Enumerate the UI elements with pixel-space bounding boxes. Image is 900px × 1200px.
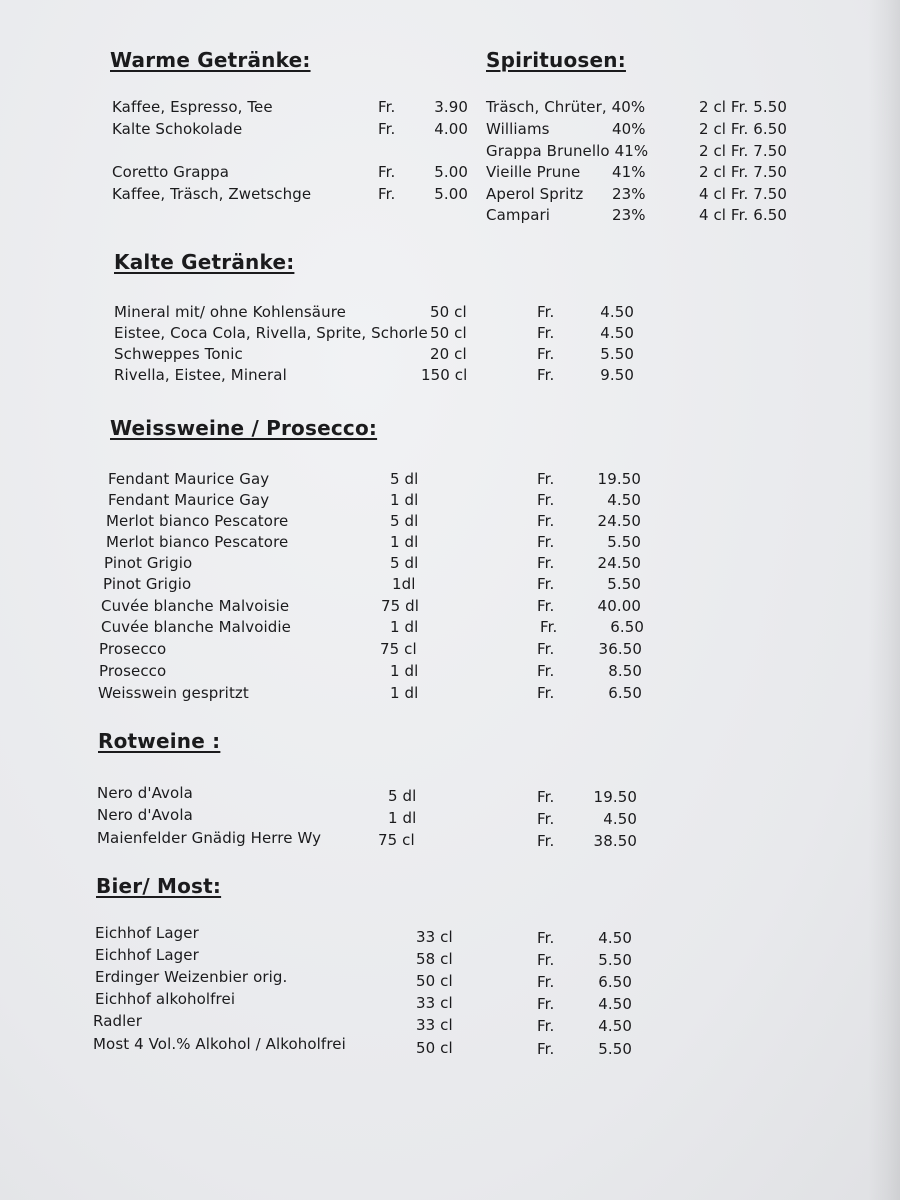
red-item-price: 38.50 (593, 832, 637, 850)
white-item-name: Merlot bianco Pescatore (106, 512, 289, 530)
beer-item-currency: Fr. (537, 929, 555, 947)
warm-item-price: 3.90 (434, 98, 468, 116)
beer-item-name: Erdinger Weizenbier orig. (95, 968, 288, 986)
beer-item-name: Eichhof Lager (95, 924, 199, 942)
white-item-name: Weisswein gespritzt (98, 684, 249, 702)
white-item-name: Cuvée blanche Malvoisie (101, 597, 290, 615)
white-item-size: 1 dl (390, 618, 419, 636)
beer-item-price: 5.50 (598, 951, 632, 969)
beer-item-size: 33 cl (416, 928, 453, 946)
red-item-currency: Fr. (537, 788, 555, 806)
white-item-name: Prosecco (99, 662, 167, 680)
white-item-currency: Fr. (537, 662, 555, 680)
red-item-name: Nero d'Avola (97, 784, 193, 802)
white-item-currency: Fr. (537, 491, 555, 509)
spirit-item-name: Vieille Prune (486, 163, 581, 181)
red-item-size: 5 dl (388, 787, 417, 805)
warm-item-price: 5.00 (434, 185, 468, 203)
beer-item-price: 4.50 (598, 929, 632, 947)
white-item-name: Fendant Maurice Gay (108, 491, 270, 509)
spirit-item-price: 2 cl Fr. 7.50 (698, 163, 787, 181)
white-item-currency: Fr. (537, 640, 555, 658)
cold-item-price: 4.50 (600, 303, 634, 321)
white-item-size: 1 dl (390, 662, 419, 680)
warm-item-currency: Fr. (378, 163, 396, 181)
cold-item-size: 150 cl (421, 366, 468, 384)
spirit-item-abv: 23% (612, 185, 646, 203)
white-item-currency: Fr. (537, 470, 555, 488)
white-item-price: 6.50 (608, 684, 642, 702)
cold-item-price: 5.50 (600, 345, 634, 363)
white-item-name: Cuvée blanche Malvoidie (101, 618, 291, 636)
white-item-price: 8.50 (608, 662, 642, 680)
white-item-size: 1 dl (390, 533, 419, 551)
white-item-price: 36.50 (598, 640, 642, 658)
beer-item-price: 4.50 (598, 995, 632, 1013)
red-item-size: 75 cl (378, 831, 415, 849)
white-item-name: Fendant Maurice Gay (108, 470, 270, 488)
warm-item-price: 5.00 (434, 163, 468, 181)
cold-item-name: Rivella, Eistee, Mineral (114, 366, 287, 384)
warm-item-price: 4.00 (434, 120, 468, 138)
red-item-currency: Fr. (537, 832, 555, 850)
red-item-name: Nero d'Avola (97, 806, 193, 824)
cold-item-size: 50 cl (430, 303, 467, 321)
spirit-item-name: Williams (486, 120, 550, 138)
spirit-item-abv: 23% (612, 206, 646, 224)
red-item-size: 1 dl (388, 809, 417, 827)
warm-item-name: Coretto Grappa (112, 163, 230, 181)
white-item-price: 6.50 (610, 618, 644, 636)
cold-item-currency: Fr. (537, 324, 555, 342)
cold-item-currency: Fr. (537, 366, 555, 384)
white-item-currency: Fr. (537, 512, 555, 530)
white-item-name: Prosecco (99, 640, 167, 658)
white-item-price: 5.50 (607, 575, 641, 593)
white-item-price: 24.50 (597, 554, 641, 572)
page-shadow (868, 0, 900, 1200)
white-item-price: 4.50 (607, 491, 641, 509)
cold-item-name: Eistee, Coca Cola, Rivella, Sprite, Schorle (114, 324, 428, 342)
warm-item-currency: Fr. (378, 120, 396, 138)
beer-item-size: 50 cl (416, 1039, 453, 1057)
spirit-item-abv: 40% (612, 120, 646, 138)
spirit-item-name: Grappa Brunello 41% (486, 142, 649, 160)
cold-item-currency: Fr. (537, 303, 555, 321)
cold-item-name: Schweppes Tonic (114, 345, 243, 363)
white-item-currency: Fr. (540, 618, 558, 636)
beer-item-name: Most 4 Vol.% Alkohol / Alkoholfrei (93, 1035, 346, 1053)
spirit-item-name: Aperol Spritz (486, 185, 584, 203)
white-item-currency: Fr. (537, 684, 555, 702)
warm-item-name: Kaffee, Espresso, Tee (112, 98, 273, 116)
spirit-item-price: 2 cl Fr. 5.50 (698, 98, 787, 116)
red-item-price: 19.50 (593, 788, 637, 806)
spirit-item-name: Campari (486, 206, 551, 224)
white-item-price: 24.50 (597, 512, 641, 530)
spirit-item-price: 4 cl Fr. 7.50 (698, 185, 787, 203)
beer-item-name: Eichhof Lager (95, 946, 199, 964)
white-item-currency: Fr. (537, 533, 555, 551)
beer-item-size: 33 cl (416, 1016, 453, 1034)
white-item-price: 40.00 (597, 597, 641, 615)
warm-item-currency: Fr. (378, 185, 396, 203)
red-item-name: Maienfelder Gnädig Herre Wy (97, 829, 322, 847)
beer-item-size: 58 cl (416, 950, 453, 968)
white-item-price: 19.50 (597, 470, 641, 488)
warm-item-name: Kalte Schokolade (112, 120, 243, 138)
heading-cold-drinks: Kalte Getränke: (114, 250, 295, 274)
beer-item-size: 33 cl (416, 994, 453, 1012)
beer-item-currency: Fr. (537, 973, 555, 991)
cold-item-size: 50 cl (430, 324, 467, 342)
white-item-size: 75 dl (381, 597, 420, 615)
warm-item-currency: Fr. (378, 98, 396, 116)
white-item-size: 5 dl (390, 554, 419, 572)
cold-item-size: 20 cl (430, 345, 467, 363)
red-item-currency: Fr. (537, 810, 555, 828)
white-item-size: 5 dl (390, 512, 419, 530)
cold-item-price: 9.50 (600, 366, 634, 384)
beer-item-currency: Fr. (537, 995, 555, 1013)
white-item-size: 5 dl (390, 470, 419, 488)
white-item-currency: Fr. (537, 575, 555, 593)
white-item-currency: Fr. (537, 554, 555, 572)
spirit-item-price: 2 cl Fr. 6.50 (698, 120, 787, 138)
cold-item-price: 4.50 (600, 324, 634, 342)
beer-item-price: 6.50 (598, 973, 632, 991)
beer-item-price: 5.50 (598, 1040, 632, 1058)
beer-item-price: 4.50 (598, 1017, 632, 1035)
white-item-size: 1dl (392, 575, 416, 593)
warm-item-name: Kaffee, Träsch, Zwetschge (112, 185, 312, 203)
white-item-name: Pinot Grigio (104, 554, 193, 572)
spirit-item-name: Träsch, Chrüter, 40% (486, 98, 646, 116)
spirit-item-abv: 41% (612, 163, 646, 181)
white-item-size: 1 dl (390, 684, 419, 702)
spirit-item-price: 2 cl Fr. 7.50 (698, 142, 787, 160)
white-item-name: Pinot Grigio (103, 575, 192, 593)
heading-beer: Bier/ Most: (96, 874, 222, 898)
heading-white-wines: Weissweine / Prosecco: (110, 416, 378, 440)
beer-item-size: 50 cl (416, 972, 453, 990)
heading-spirits: Spirituosen: (486, 48, 626, 72)
beer-item-name: Radler (93, 1012, 142, 1030)
white-item-price: 5.50 (607, 533, 641, 551)
red-item-price: 4.50 (603, 810, 637, 828)
white-item-size: 75 cl (380, 640, 417, 658)
heading-warm-drinks: Warme Getränke: (110, 48, 311, 72)
beer-item-currency: Fr. (537, 951, 555, 969)
beer-item-name: Eichhof alkoholfrei (95, 990, 236, 1008)
beer-item-currency: Fr. (537, 1040, 555, 1058)
cold-item-name: Mineral mit/ ohne Kohlensäure (114, 303, 346, 321)
beer-item-currency: Fr. (537, 1017, 555, 1035)
white-item-name: Merlot bianco Pescatore (106, 533, 289, 551)
heading-red-wines: Rotweine : (98, 729, 221, 753)
spirit-item-price: 4 cl Fr. 6.50 (698, 206, 787, 224)
cold-item-currency: Fr. (537, 345, 555, 363)
white-item-currency: Fr. (537, 597, 555, 615)
white-item-size: 1 dl (390, 491, 419, 509)
